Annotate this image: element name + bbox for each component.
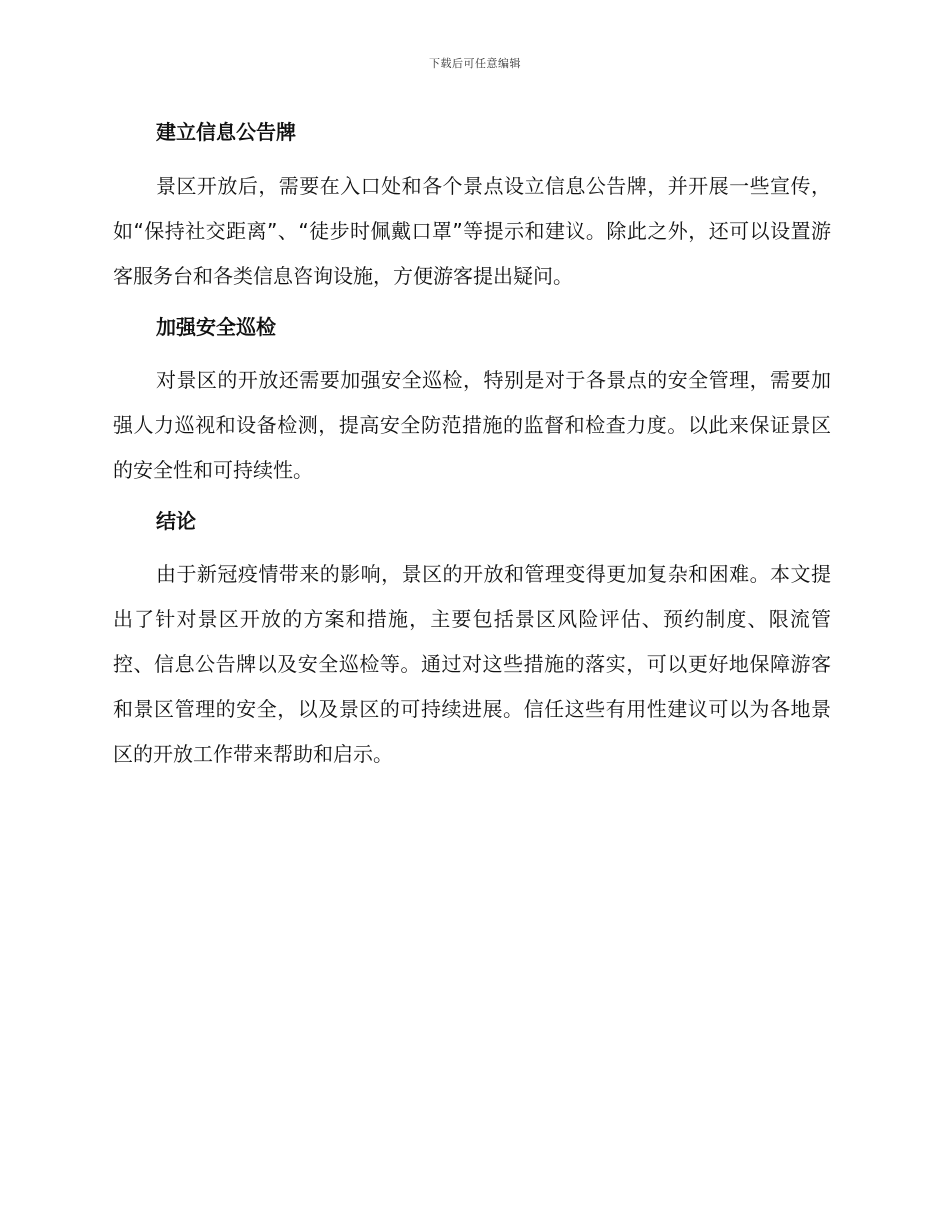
section-paragraph-safety-inspection: 对景区的开放还需要加强安全巡检，特别是对于各景点的安全管理，需要加强人力巡视和设备检测，提高安全防范措施的监督和检查力度。以此来保证景区的安全性和可持续性。 [113, 368, 831, 482]
section-paragraph-info-board: 景区开放后，需要在入口处和各个景点设立信息公告牌，并开展一些宣传，如“保持社交距离”、“徒步时佩戴口罩”等提示和建议。除此之外，还可以设置游客服务台和各类信息咨询设施，方便游客提出疑问。 [113, 174, 831, 288]
section-heading-info-board: 建立信息公告牌 [156, 120, 296, 144]
section-heading-safety-inspection: 加强安全巡检 [156, 315, 276, 339]
header-note: 下载后可任意编辑 [429, 57, 521, 70]
section-heading-conclusion: 结论 [156, 509, 196, 533]
document-body [113, 112, 831, 777]
section-paragraph-conclusion: 由于新冠疫情带来的影响，景区的开放和管理变得更加复杂和困难。本文提出了针对景区开放的方案和措施，主要包括景区风险评估、预约制度、限流管控、信息公告牌以及安全巡检等。通过对这些措施的落实，可以更好地保障游客和景区管理的安全，以及景区的可持续进展。信任这些有用性建议可以为各地景区的开放工作带来帮助和启示。 [113, 562, 831, 766]
